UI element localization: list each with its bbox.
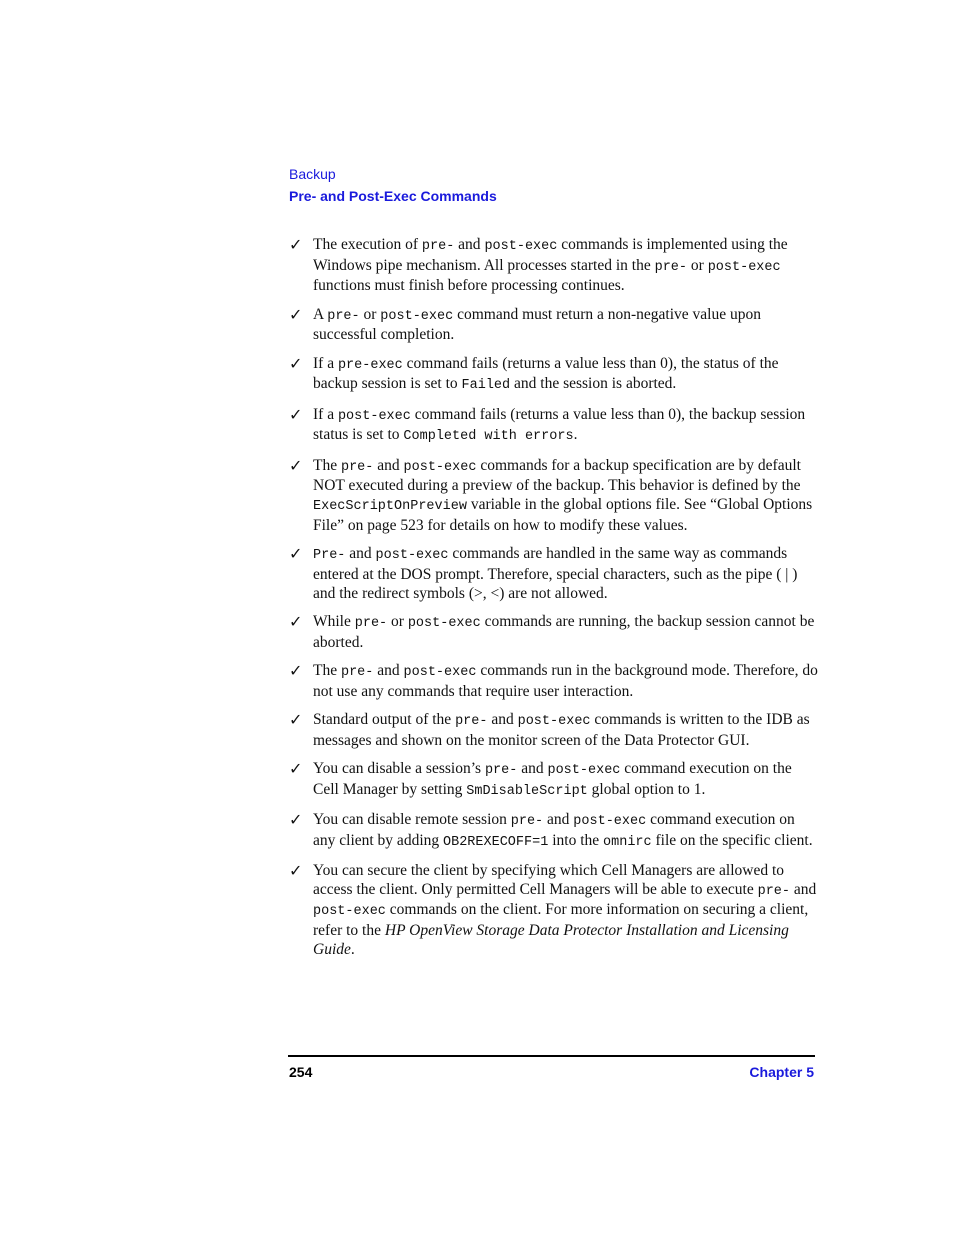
text-run: command execution on any client by adding	[313, 810, 795, 849]
checklist-item-text	[313, 760, 819, 801]
checklist-item	[289, 811, 819, 852]
checkmark-icon: ✓	[289, 758, 303, 778]
text-run: or	[359, 305, 381, 323]
checklist-item	[289, 545, 819, 603]
text-run: .	[350, 940, 355, 958]
code-literal: Pre-	[313, 548, 346, 564]
checklist-item	[289, 457, 819, 536]
checklist-item-text	[313, 613, 819, 652]
code-literal: pre-	[340, 459, 374, 475]
code-literal: pre-	[757, 883, 791, 899]
code-literal: post-exec	[380, 308, 454, 324]
checklist-item	[289, 662, 819, 701]
text-run: commands for a backup specification are by default NOT executed during a preview of the backup. This behavior is defined by the	[313, 456, 801, 495]
text-run: and	[373, 661, 404, 679]
checklist-item	[289, 406, 819, 447]
code-literal: Failed	[461, 378, 511, 394]
text-run: command fails (returns a value less than 0), the status of the backup session is set to	[313, 354, 779, 393]
text-run: command fails (returns a value less than 0), the backup session status is set to	[313, 405, 806, 444]
code-literal: pre-	[484, 762, 518, 778]
checkmark-icon: ✓	[289, 709, 303, 729]
checklist-item	[289, 711, 819, 750]
text-run: into the	[548, 831, 604, 849]
text-run: file on the specific client.	[651, 831, 813, 849]
checklist-item-text	[313, 711, 819, 750]
text-run: Standard output of the	[313, 710, 456, 728]
checklist-item-text	[313, 355, 819, 396]
checklist-item-text	[313, 306, 819, 345]
code-literal: pre-	[455, 713, 488, 729]
text-run: functions must finish before processing continues.	[313, 277, 625, 295]
book-title: HP OpenView Storage Data Protector Installation and Licensing Guide	[313, 921, 789, 958]
checklist-item-text	[313, 545, 819, 603]
code-literal: post-exec	[547, 762, 621, 778]
checklist-item-text	[313, 406, 819, 447]
running-header-section: Backup	[289, 166, 336, 182]
checklist-item-text	[313, 811, 819, 852]
code-literal: post-exec	[707, 259, 781, 275]
code-literal: post-exec	[407, 615, 481, 631]
code-literal: post-exec	[403, 664, 477, 680]
code-literal: pre-exec	[337, 357, 403, 373]
text-run: and	[517, 759, 548, 777]
text-run: and the session is aborted.	[510, 375, 677, 393]
text-run: commands are running, the backup session cannot be aborted.	[313, 612, 815, 651]
text-run: You can secure the client by specifying which Cell Managers are allowed to access the client. Only permitted Cell Managers will be able to execute	[313, 861, 785, 898]
code-literal: post-exec	[337, 408, 411, 424]
text-run: and	[543, 810, 574, 828]
text-run: commands on the client. For more information on securing a client, refer to the	[313, 901, 809, 939]
text-run: While	[313, 612, 355, 630]
running-header-subsection: Pre- and Post-Exec Commands	[289, 188, 497, 204]
code-literal: post-exec	[573, 813, 647, 829]
text-run: .	[573, 426, 578, 444]
checklist	[289, 236, 819, 969]
text-run: and	[454, 236, 485, 253]
text-run: and	[790, 880, 817, 898]
checkmark-icon: ✓	[289, 455, 303, 475]
text-run: global option to 1.	[587, 780, 706, 798]
code-literal: OB2REXECOFF=1	[443, 834, 549, 850]
checklist-item-text	[313, 862, 819, 960]
text-run: and	[345, 545, 376, 563]
text-run: commands is implemented using the Windows pipe mechanism. All processes started in the	[313, 236, 788, 274]
code-literal: pre-	[510, 813, 544, 829]
footer-rule	[288, 1055, 815, 1057]
checklist-item	[289, 355, 819, 396]
checklist-item-text	[313, 457, 819, 536]
checklist-item	[289, 613, 819, 652]
text-run: The execution of	[313, 236, 422, 253]
checkmark-icon: ✓	[289, 860, 303, 880]
code-literal: SmDisableScript	[466, 783, 588, 799]
checkmark-icon: ✓	[289, 611, 303, 631]
text-run: A	[313, 305, 328, 323]
checklist-item	[289, 862, 819, 960]
checklist-item	[289, 236, 819, 296]
code-literal: pre-	[327, 308, 360, 324]
code-literal: ExecScriptOnPreview	[313, 499, 467, 515]
text-run: and	[487, 710, 518, 728]
text-run: The	[313, 661, 341, 679]
code-literal: Completed with errors	[403, 429, 574, 445]
text-run: or	[687, 256, 708, 274]
text-run: If a	[313, 405, 338, 423]
checkmark-icon: ✓	[289, 544, 303, 564]
checkmark-icon: ✓	[289, 404, 303, 424]
page-number: 254	[289, 1064, 313, 1080]
text-run: You can disable remote session	[313, 810, 511, 828]
code-literal: post-exec	[313, 904, 386, 920]
checklist-item-text	[313, 236, 819, 296]
text-run: The	[313, 456, 341, 474]
checkmark-icon: ✓	[289, 304, 303, 324]
text-run: commands run in the background mode. Therefore, do not use any commands that require user interaction.	[313, 661, 818, 700]
checklist-item	[289, 306, 819, 345]
code-literal: post-exec	[375, 548, 449, 564]
checkmark-icon: ✓	[289, 235, 303, 254]
code-literal: pre-	[340, 664, 374, 680]
text-run: variable in the global options file. See “Global Options File” on page 523 for details on how to modify these values.	[313, 496, 813, 534]
checklist-item-text	[313, 662, 819, 701]
code-literal: pre-	[354, 615, 388, 631]
code-literal: post-exec	[403, 459, 477, 475]
text-run: If a	[313, 354, 338, 372]
checkmark-icon: ✓	[289, 660, 303, 680]
text-run: commands are handled in the same way as commands entered at the DOS prompt. Therefore, special characters, such as the pipe ( | ) and the redirect symbols (>, <) are not allowed.	[313, 545, 798, 602]
code-literal: pre-	[421, 239, 455, 254]
text-run: You can disable a session’s	[313, 759, 485, 777]
text-run: or	[387, 612, 408, 630]
code-literal: pre-	[654, 259, 688, 275]
checkmark-icon: ✓	[289, 809, 303, 829]
code-literal: post-exec	[517, 713, 591, 729]
code-literal: omnirc	[603, 834, 652, 850]
text-run: command execution on the Cell Manager by setting	[313, 759, 792, 798]
text-run: commands is written to the IDB as messages and shown on the monitor screen of the Data Protector GUI.	[313, 710, 810, 749]
code-literal: post-exec	[484, 239, 558, 254]
checkmark-icon: ✓	[289, 353, 303, 373]
text-run: command must return a non-negative value upon successful completion.	[313, 305, 761, 344]
text-run: and	[373, 456, 404, 474]
checklist-item	[289, 760, 819, 801]
chapter-label: Chapter 5	[749, 1064, 814, 1080]
